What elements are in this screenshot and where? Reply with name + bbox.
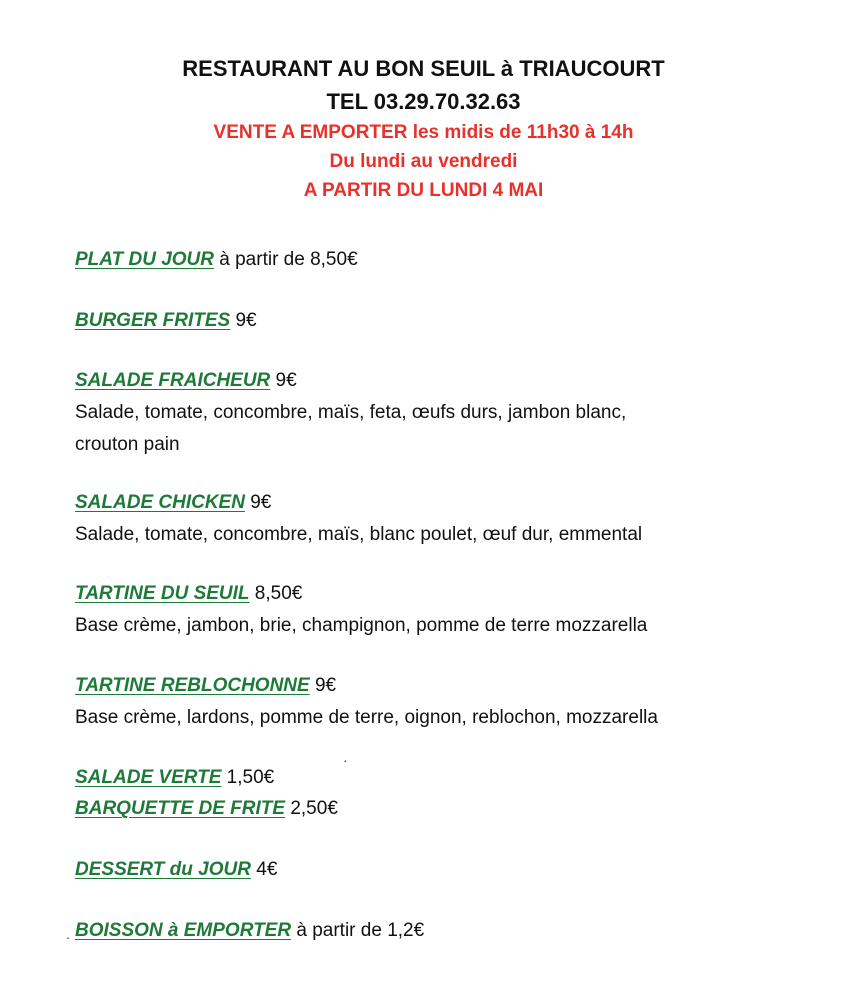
item-price: 9€ — [230, 310, 257, 331]
menu-item-dessert-du-jour — [75, 854, 277, 886]
item-price: 4€ — [250, 859, 278, 880]
menu-header — [0, 52, 847, 205]
takeaway-days: Du lundi au vendredi — [329, 151, 518, 172]
scan-speck: · — [343, 752, 348, 768]
menu-item-tartine-du-seuil — [75, 578, 647, 642]
item-price: 9€ — [309, 675, 337, 696]
menu-item-barquette-de-frite — [75, 793, 338, 825]
item-price: 8,50€ — [249, 583, 303, 604]
item-description: Base crème, jambon, brie, champignon, pomme de terre mozzarella — [75, 615, 648, 636]
item-price: 9€ — [244, 492, 272, 513]
menu-item-salade-fraicheur — [75, 365, 626, 461]
menu-item-plat-du-jour — [75, 244, 358, 276]
item-description: Salade, tomate, concombre, maïs, feta, œufs durs, jambon blanc, — [75, 402, 627, 423]
item-price: à partir de 1,2€ — [291, 920, 425, 941]
item-name: BOISSON à EMPORTER — [75, 920, 292, 941]
phone-number: TEL 03.29.70.32.63 — [326, 89, 521, 114]
menu-item-salade-chicken — [75, 487, 642, 551]
item-description: Salade, tomate, concombre, maïs, blanc poulet, œuf dur, emmental — [75, 524, 643, 545]
item-price: 1,50€ — [221, 767, 275, 788]
start-date: A PARTIR DU LUNDI 4 MAI — [303, 180, 544, 201]
menu-item-burger-frites — [75, 305, 257, 337]
item-name: BARQUETTE DE FRITE — [75, 798, 286, 819]
item-description-cont: crouton pain — [75, 434, 180, 455]
item-name: BURGER FRITES — [75, 310, 231, 331]
item-price: 9€ — [270, 370, 297, 391]
item-description: Base crème, lardons, pomme de terre, oignon, reblochon, mozzarella — [75, 707, 658, 728]
menu-item-tartine-reblochonne — [75, 670, 658, 734]
item-name: TARTINE REBLOCHONNE — [75, 675, 310, 696]
item-name: SALADE VERTE — [75, 767, 222, 788]
item-price: 2,50€ — [285, 798, 338, 819]
item-name: SALADE CHICKEN — [75, 492, 245, 513]
item-name: DESSERT du JOUR — [75, 859, 251, 880]
item-name: SALADE FRAICHEUR — [75, 370, 271, 391]
takeaway-hours: VENTE A EMPORTER les midis de 11h30 à 14h — [213, 122, 634, 143]
item-name: PLAT DU JOUR — [75, 249, 214, 270]
scan-speck: . — [66, 926, 70, 942]
menu-item-salade-verte — [75, 762, 274, 794]
menu-item-boisson-a-emporter — [75, 915, 424, 947]
item-price: à partir de 8,50€ — [213, 249, 358, 270]
restaurant-title: RESTAURANT AU BON SEUIL à TRIAUCOURT — [182, 56, 665, 81]
item-name: TARTINE DU SEUIL — [75, 583, 250, 604]
